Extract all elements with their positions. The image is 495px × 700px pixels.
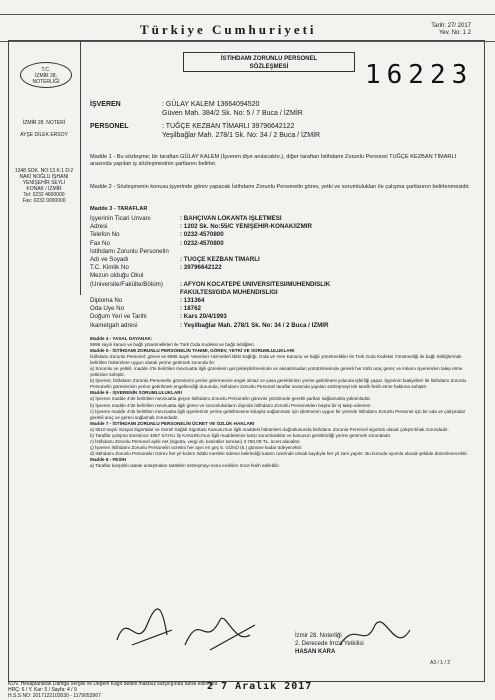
notary-seal-stamp	[20, 62, 72, 88]
employer-address: Güven Mah. 384/2 Sk. No: 5 / 7 Buca / İZMİR	[162, 110, 303, 117]
field-label: (Üniversite/Fakülte/Bölüm)	[90, 280, 163, 288]
article-1: Madde 1 - Bu sözleşme; bir taraftan GÜLAY KALEM (İşveren diye anılacaktır.), diğer taraftan İstihdamı Zorunlu Personel TUĞÇE KEZBAN TİMARLI arasında yapılan iş sözleşmesinin şartlarını belirler.	[90, 154, 457, 168]
employer-block	[90, 100, 303, 118]
contract-articles-body	[90, 336, 472, 469]
field-label: Doğum Yeri ve Tarihi	[90, 313, 147, 321]
article-2: Madde 2 - Sözleşmenin konusu;işyerinde görev yapacak İstihdamı Zorunlu Personelin görev, yetki ve sorumlulukları ile çalışma şartlarının belirlenmesidir.	[90, 184, 470, 190]
field-value: FAKÜLTESİ/GIDA MÜHENDİSLİĞİ	[180, 288, 278, 296]
address-line: NAKİ NOĞLU İŞHANI	[19, 174, 69, 180]
field-label: Telefon No	[90, 231, 120, 239]
field-value: : 1202 Sk. No:55/C YENİŞEHİR-KONAK/İZMİR	[180, 223, 312, 231]
field-row	[90, 264, 470, 272]
personnel-name: : TUĞÇE KEZBAN TİMARLI 39796642122	[162, 123, 295, 130]
header-journal-number: Yev. No: 1 2	[438, 30, 471, 36]
article-paragraph: a) Sorumlu ve yetkili, madde 4'te belirtilen mevzuatta ilgili görevlerin gerçekleştirilmesinde ve aksatılmadan yürütülmesinde gerekli her türlü araç gereç ve imkanı işverenden talep etme yetkisine sahiptir.	[90, 366, 463, 378]
contract-title-box	[183, 52, 355, 72]
footer-line: HRÇ: 6 / Y. Kar: 5 / Sayfa: 4 / 9	[8, 687, 77, 693]
employer-name: : GÜLAY KALEM 13664094520	[162, 101, 260, 108]
field-label: İstihdamı Zorunlu Personelin	[90, 247, 169, 255]
article-heading: Madde 4 - YASAL DAYANAK:	[90, 336, 153, 341]
page-number: A3 / 1 / 2	[430, 660, 451, 666]
field-label: Mezun olduğu Okul	[90, 272, 144, 280]
article-heading: Madde 8 - FESİH	[90, 456, 126, 462]
article-paragraph: b) Taraflar çalışma süresince 4857 SAYILI İŞ KANUNU'nun ilgili maddelerine karşı sorumluluklar ve kanunun gerektirdiği yerine getirmek zorundadır.	[90, 432, 392, 438]
personnel-label: PERSONEL	[90, 123, 129, 130]
footer-notes	[8, 681, 218, 699]
field-value: : AFYON KOCATEPE ÜNİVERSİTESİ/MÜHENDİSLİK	[180, 280, 331, 288]
field-label: İşyerinin Ticari Unvanı	[90, 215, 151, 222]
notary-signature	[335, 610, 415, 660]
field-row	[90, 223, 470, 231]
field-row	[90, 240, 470, 248]
header-meta	[431, 23, 471, 37]
article-3-heading: Madde 3 - TARAFLAR	[90, 206, 148, 212]
field-value: : 131364	[180, 297, 205, 305]
address-line: YENİŞEHİR SEYLİ	[22, 180, 66, 186]
field-row	[90, 256, 470, 264]
footer-line: KDV. Hesaplanarak Damga Vergisi ve Değerli Kağıt bedeli makbuz karşılığında tahsil edilmiştir.	[8, 681, 219, 687]
personnel-block	[90, 122, 320, 140]
notary-stamp-line: İzmir 28. Noterliği	[295, 633, 342, 639]
header-date: Tarih: 27/ 2017	[431, 23, 471, 29]
field-value: : 39796642122	[180, 264, 222, 272]
field-label: Fax No	[90, 239, 110, 247]
article-paragraph: ç) İşveren İstihdamı Zorunlu Personelin ücretini her ayın en geç 5. GÜNÜ (5.) gününe kadar ödeyecektir.	[90, 444, 303, 450]
field-row	[90, 313, 470, 321]
seal-line: İZMİR 28.	[35, 73, 57, 79]
field-label: Oda Üye No	[90, 305, 125, 313]
field-label: T.C. Kimlik No	[90, 264, 129, 272]
field-value: : 0232-4570800	[180, 239, 224, 247]
parties-fields	[90, 215, 470, 330]
signature-personnel	[180, 605, 270, 660]
personnel-address: Yeşilbağlar Mah. 278/1 Sk. No: 34 / 2 Buca / İZMİR	[162, 132, 321, 139]
field-value: : 0232-4570800	[180, 231, 224, 239]
field-row	[90, 231, 470, 239]
article-paragraph: 5996 sayılı kanun ve bağlı yönetmelikleri ile Türk Gıda Kodeksi ve bağlı tebliğleri.	[90, 342, 255, 348]
seal-line: NOTERLİĞİ	[32, 79, 60, 85]
field-row	[90, 289, 470, 297]
field-label: Adresi	[90, 223, 108, 231]
article-paragraph: d) İstihdamı Zorunlu Personelin Görev her yıl kıdem ödülü mesleki ödeme belirlediği tutarın üzerinde olmak kaydıyla her yıl zam yapılır. Bu konuda uyumla olacak şekilde düzenlenecektir.	[90, 450, 468, 456]
document-header-title: Türkiye Cumhuriyeti	[140, 22, 317, 37]
article-paragraph: a) 5510 sayılı Sosyal Sigortalar ve Genel Sağlık Sigortası Kanunu'nun ilgili maddesi hükümleri doğrultusunda İstihdamı Zorunlu Personel sigortalı olarak çalıştırılmak zorundadır.	[90, 426, 449, 432]
notary-stamp-line: 2. Derecede İmza Yetkilisi	[295, 641, 364, 647]
field-row	[90, 272, 470, 280]
field-row	[90, 297, 470, 305]
article-heading: Madde 6 - İŞVERENİN SORUMLULUKLARI	[90, 390, 182, 396]
employer-label: İŞVEREN	[90, 101, 121, 108]
seal-line: T.C.	[41, 67, 51, 73]
address-line: Fax: 0232 0000000	[22, 198, 66, 204]
field-row	[90, 215, 470, 223]
article-paragraph: a) Taraflar karşılıklı olarak anlaşmaları taksitleri sözleşmeyi sona erdirilen önce fesih edilebilir.	[90, 462, 280, 468]
notary-title: İZMİR 28. NOTERİ	[22, 120, 66, 126]
address-line: Tel: 0232 4600000	[23, 192, 65, 198]
article-paragraph: c) İşveren madde 4'de belirtilen mevzuatta ilgili işyerlerinin yerine getirilmesine kolaylık sağlanması için işletmenin uygun bir yerinde İstihdamı Zorunlu Personel için bir oda ve çalışmalar gerekli araç ve gereci sağlamak zorundadır.	[90, 408, 466, 420]
field-row	[90, 248, 470, 256]
field-label: İkametgah adresi	[90, 321, 138, 329]
field-row	[90, 322, 470, 330]
notary-name-stamp	[14, 120, 74, 138]
address-line: KONAK / İZMİR	[26, 186, 62, 192]
field-row	[90, 281, 470, 289]
field-row	[90, 305, 470, 313]
notary-name: AYŞE DİLEK ERSOY	[20, 132, 68, 138]
field-value: : Yeşilbağlar Mah. 278/1 Sk. No: 34 / 2 Buca / İZMİR	[180, 321, 329, 329]
field-label: Adı ve Soyadı	[90, 256, 129, 264]
article-heading: Madde 5 - İSTİHDAMI ZORUNLU PERSONELİN TANIMI, GÖREV, YETKİ VE SORUMLULUKLARI	[90, 348, 295, 354]
address-line: 1348 SOK. NO:13 K:1 D:2	[14, 168, 74, 174]
field-label: Diploma No	[90, 297, 123, 305]
margin-divider	[80, 40, 81, 295]
contract-title-line: İSTİHDAMI ZORUNLU PERSONEL	[220, 56, 318, 62]
notary-address-stamp	[14, 168, 74, 204]
field-value: : BAHÇIVAN LOKANTA İŞLETMESİ	[180, 215, 282, 222]
article-paragraph: İstihdamı Zorunlu Personel; görevi ve 5996 sayılı Veteriner Hizmetleri Bitki Sağlığı, Gıda ve Yem Kanunu ve bağlı yönetmelikler ile Türk Gıda Kodeksi Yönetmeliği ile bağlı tebliğlerinde belirtilen hükümlere uygun olarak yerine getirmek zorunda ile;	[90, 354, 462, 366]
contract-title-line: SÖZLEŞMESİ	[249, 64, 289, 70]
article-paragraph: b) İşveren madde 4'de belirtilen mevzuatta ilgili görev ve sorumlulukların dışında İstihdamı Zorunlu Personelden başka bir iş talep edemez.	[90, 402, 372, 408]
date-stamp: 2 7 Aralık 2017	[207, 681, 313, 692]
article-paragraph: c) İstihdamı Zorunlu Personel aylık net (sigorta, vergi vb. kesintiler sonrası) 3.750,00-TL. ücret alacaktır.	[90, 438, 301, 444]
article-paragraph: a) İşveren madde 4'de belirtilen mevzuatta geçen İstihdamı Zorunlu Personelin görevini yürütmede gerekli şartları sağlamakla yükümlüdür.	[90, 396, 371, 402]
notary-stamp-signer: HASAN KARA	[295, 649, 336, 655]
article-paragraph: b) İşveren; İstihdamı Zorunlu Personelin görevlerini yerine getirmesine engel olmaz ve yasa gereklerinin yerine getirilmesi yolunda işbirliği yapar. İşyerinin faaliyetleri ile İstihdamı Zorunlu Personelin görevlerinin yerine getirilmesi engellendiği durumda, İstihdamı Zorunlu Personel taraflar arasında yapılan sözleşmeyi tek taraflı fesih etme hakkına sahiptir.	[90, 378, 467, 390]
serial-number: 16223	[365, 60, 474, 90]
field-value: : Kars 20/4/1993	[180, 313, 227, 321]
footer-line: H.S.S NO: 2017122103030 - 1179053967	[8, 693, 101, 699]
field-value: : TUĞÇE KEZBAN TİMARLI	[180, 256, 260, 264]
field-value: : 18762	[180, 305, 201, 313]
article-heading: Madde 7 - İSTİHDAMI ZORUNLU PERSONELİN ÜCRET VE ÖZLÜK HAKLARI	[90, 420, 255, 426]
